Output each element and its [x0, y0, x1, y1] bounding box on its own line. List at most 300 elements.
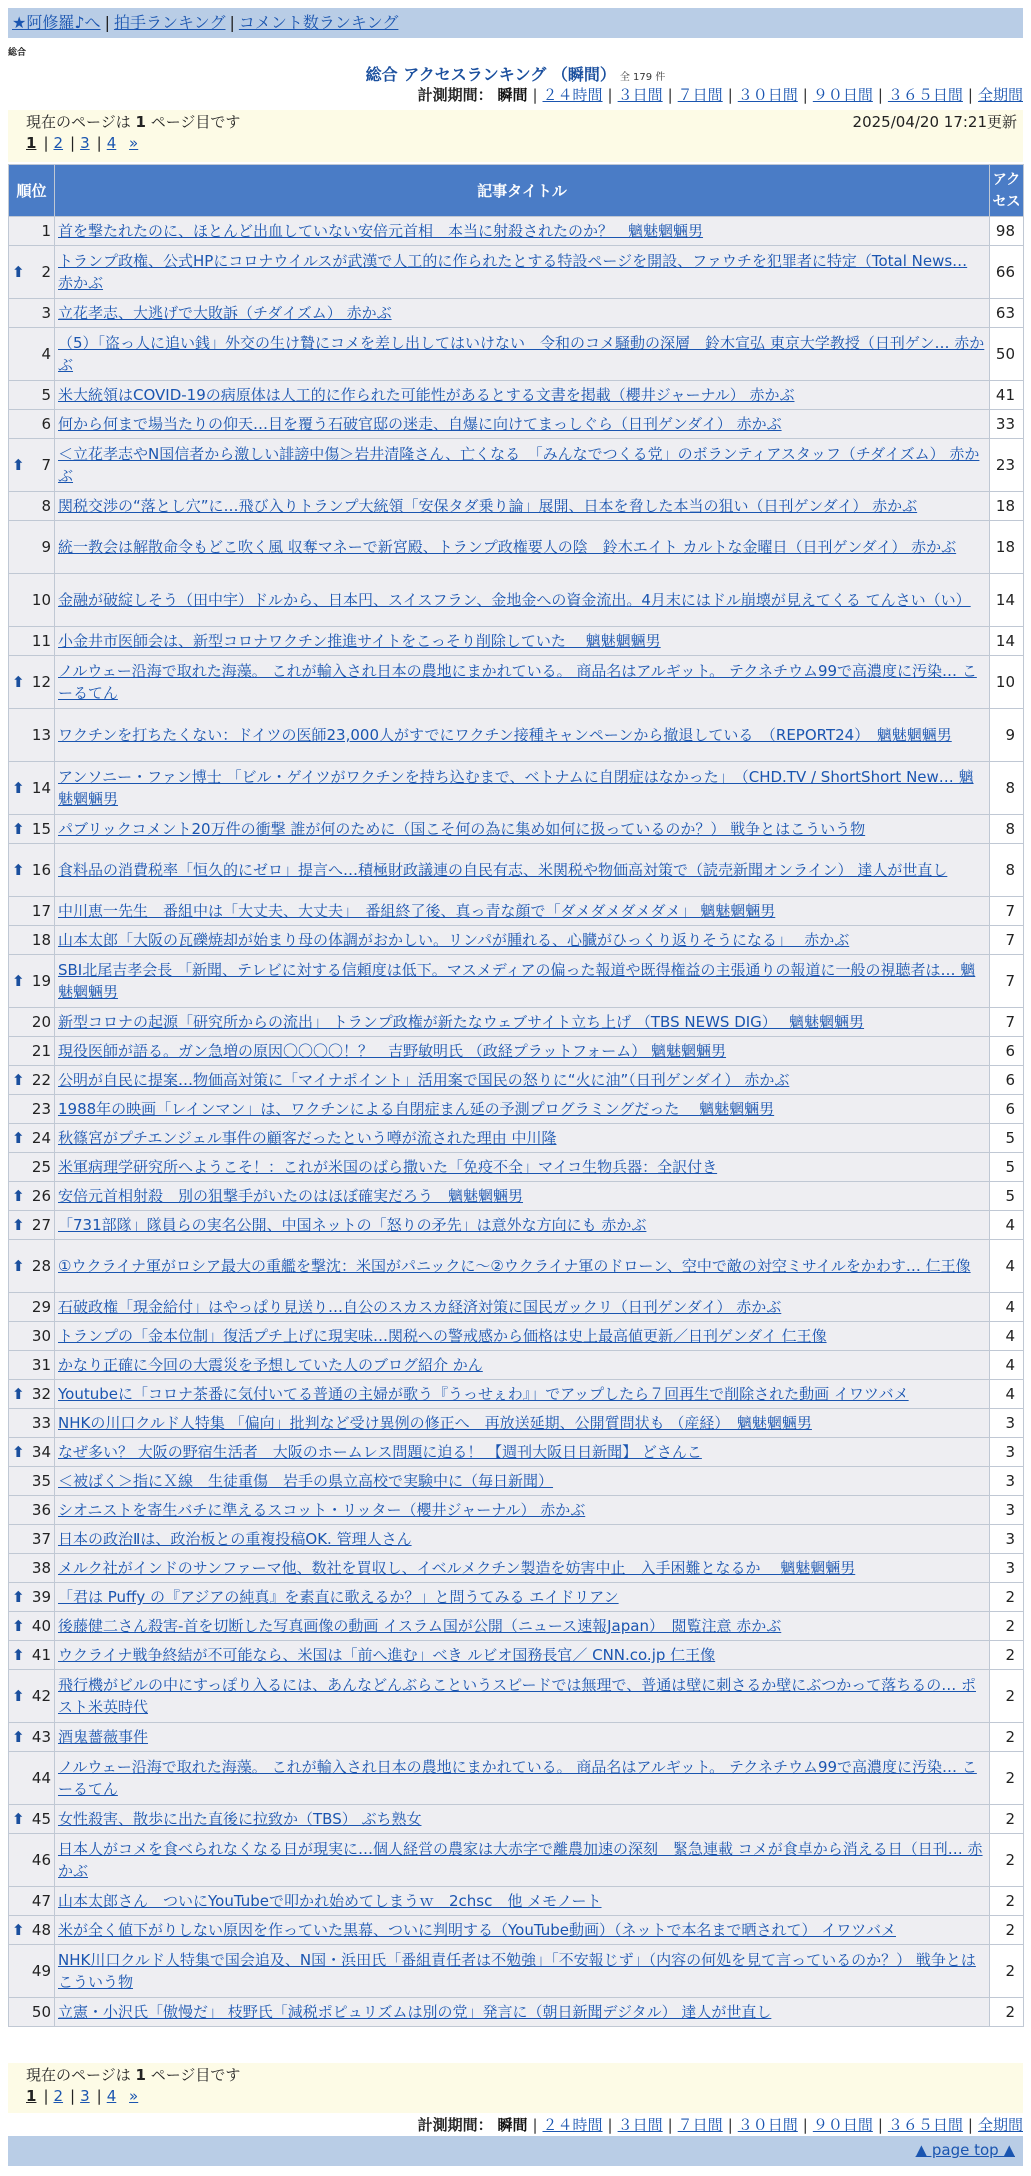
rank-cell — [9, 299, 55, 328]
title-cell — [55, 1293, 990, 1322]
table-row — [9, 955, 1024, 1008]
page-title — [0, 62, 1031, 85]
title-cell — [55, 1998, 990, 2027]
table-row — [9, 521, 1024, 574]
table-row — [9, 1612, 1024, 1641]
page-top-link[interactable]: ▲ page top ▲ — [915, 2141, 1015, 2159]
current-page-text-bottom: 現在のページは 1 ページ目です — [26, 2066, 241, 2084]
access-count: 2 — [990, 1998, 1024, 2027]
rank-number: 15 — [31, 820, 51, 838]
table-row — [9, 246, 1024, 299]
title-cell — [55, 897, 990, 926]
page-link-4[interactable]: 4 — [106, 134, 117, 152]
updated-time: 2025/04/20 17:21更新 — [852, 113, 1017, 131]
title-cell — [55, 1380, 990, 1409]
title-cell — [55, 656, 990, 709]
rank-number: 28 — [31, 1257, 51, 1275]
rank-cell — [9, 1153, 55, 1182]
access-count: 5 — [990, 1182, 1024, 1211]
title-cell — [55, 926, 990, 955]
rank-cell — [9, 1641, 55, 1670]
article-title-link[interactable]: 関税交渉の“落とし穴”に…飛び入りトランプ大統領「安保タダ乗り論」展開、日本を脅した本当の狙い（日刊ゲンダイ） 赤かぶ — [58, 497, 918, 515]
rank-cell — [9, 1240, 55, 1293]
table-row — [9, 1182, 1024, 1211]
article-title-link[interactable]: トランプの「金本位制」復活プチ上げに現実味…関税への警戒感から価格は史上最高値更新／日刊ゲンダイ 仁王像 — [58, 1327, 827, 1345]
article-title-link[interactable]: 現役医師が語る。ガン急増の原因〇〇〇〇！？ 吉野敏明氏 （政経プラットフォーム） 魑魅魍魎男 — [58, 1042, 727, 1060]
access-count: 4 — [990, 1293, 1024, 1322]
article-title-link[interactable]: 秋篠宮がプチエンジェル事件の顧客だったという噂が流された理由 中川隆 — [58, 1129, 557, 1147]
table-row — [9, 1670, 1024, 1723]
period-link-24h-bottom[interactable]: ２４時間 — [542, 2116, 603, 2134]
footer-bar — [8, 2136, 1023, 2166]
article-title-link[interactable]: 首を撃たれたのに、ほとんど出血していない安倍元首相 本当に射殺されたのか？ 魑魅魍魎男 — [58, 222, 704, 240]
article-title-link[interactable]: ＜立花孝志やN国信者から激しい誹謗中傷＞岩井清隆さん、亡くなる 「みんなでつくる党」のボランティアスタッフ（チダイズム） 赤かぶ — [58, 445, 980, 485]
title-cell — [55, 1525, 990, 1554]
access-count: 4 — [990, 1240, 1024, 1293]
table-row — [9, 1723, 1024, 1752]
access-count: 4 — [990, 1322, 1024, 1351]
rank-cell — [9, 1723, 55, 1752]
up-arrow-icon: ⬆ — [12, 1810, 25, 1828]
table-row — [9, 844, 1024, 897]
title-cell — [55, 1945, 990, 1998]
article-title-link[interactable]: 山本太郎「大阪の瓦礫焼却が始まり母の体調がおかしい。リンパが腫れる、心臓がひっくり返りそうになる」 赤かぶ — [58, 931, 850, 949]
access-count: 23 — [990, 439, 1024, 492]
rank-number: 17 — [31, 902, 51, 920]
up-arrow-icon: ⬆ — [12, 1588, 25, 1606]
period-link-24h[interactable]: ２４時間 — [542, 86, 603, 104]
rank-cell — [9, 1182, 55, 1211]
period-label: 計測期間： — [417, 86, 493, 104]
access-count: 2 — [990, 1834, 1024, 1887]
title-cell — [55, 1211, 990, 1240]
table-row — [9, 1380, 1024, 1409]
access-count: 66 — [990, 246, 1024, 299]
rank-cell — [9, 1670, 55, 1723]
rank-cell — [9, 844, 55, 897]
rank-cell — [9, 1380, 55, 1409]
rank-number: 2 — [41, 263, 51, 281]
article-title-link[interactable]: 金融が破綻しそう（田中宇）ドルから、日本円、スイスフラン、金地金への資金流出。4月末にはドル崩壊が見えてくる てんさい（い） — [58, 591, 971, 609]
title-cell — [55, 1583, 990, 1612]
access-count: 2 — [990, 1916, 1024, 1945]
rank-cell — [9, 1293, 55, 1322]
rank-number: 46 — [31, 1851, 51, 1869]
rank-cell — [9, 217, 55, 246]
rank-number: 19 — [31, 972, 51, 990]
access-count: 8 — [990, 815, 1024, 844]
rank-cell — [9, 439, 55, 492]
access-count: 2 — [990, 1752, 1024, 1805]
up-arrow-icon: ⬆ — [12, 820, 25, 838]
rank-number: 24 — [31, 1129, 51, 1147]
rank-cell — [9, 1887, 55, 1916]
article-title-link[interactable]: 統一教会は解散命令もどこ吹く風 収奪マネーで新宮殿、トランプ政権要人の陰 鈴木エイト カルトな金曜日（日刊ゲンダイ） 赤かぶ — [58, 538, 957, 556]
article-title-link[interactable]: 小金井市医師会は、新型コロナワクチン推進サイトをこっそり削除していた 魑魅魍魎男 — [58, 632, 661, 650]
up-arrow-icon: ⬆ — [12, 1129, 25, 1147]
table-row — [9, 1805, 1024, 1834]
table-header-row — [9, 165, 1024, 217]
period-link-7d-bottom[interactable]: ７日間 — [677, 2116, 723, 2134]
table-row — [9, 1240, 1024, 1293]
rank-cell — [9, 410, 55, 439]
access-count: 2 — [990, 1583, 1024, 1612]
rank-cell — [9, 1945, 55, 1998]
article-title-link[interactable]: ノルウェー沿海で取れた海藻。 これが輸入され日本の農地にまかれている。 商品名はアルギット。 テクネチウム99で高濃度に汚染… こーるてん — [58, 1758, 977, 1798]
article-title-link[interactable]: なぜ多い？ 大阪の野宿生活者 大阪のホームレス問題に迫る！ 【週刊大阪日日新聞】 どさんこ — [58, 1443, 702, 1461]
rank-cell — [9, 1752, 55, 1805]
rank-number: 3 — [41, 304, 51, 322]
table-row — [9, 328, 1024, 381]
rank-number: 6 — [41, 415, 51, 433]
up-arrow-icon: ⬆ — [12, 1921, 25, 1939]
period-link-365d[interactable]: ３６５日間 — [887, 86, 963, 104]
period-link-30d-bottom[interactable]: ３０日間 — [737, 2116, 798, 2134]
period-link-3d-bottom[interactable]: ３日間 — [617, 2116, 663, 2134]
article-title-link[interactable]: 新型コロナの起源「研究所からの流出」 トランプ政権が新たなウェブサイト立ち上げ （TBS NEWS DIG） 魑魅魍魎男 — [58, 1013, 865, 1031]
table-row — [9, 1496, 1024, 1525]
header-title: 記事タイトル — [55, 165, 990, 217]
article-title-link[interactable]: SBI北尾吉孝会長 「新聞、テレビに対する信頼度は低下。マスメディアの偏った報道や既得権益の主張通りの報道に一般の視聴者は… 魑魅魍魎男 — [58, 961, 976, 1001]
period-current: 瞬間 — [497, 86, 528, 104]
total-count: 全 179 件 — [619, 72, 666, 83]
article-title-link[interactable]: ＜被ばく＞指にＸ線 生徒重傷 岩手の県立高校で実験中に（毎日新聞） — [58, 1472, 554, 1490]
article-title-link[interactable]: 何から何まで場当たりの仰天…目を覆う石破官邸の迷走、自爆に向けてまっしぐら（日刊ゲンダイ） 赤かぶ — [58, 415, 782, 433]
access-count: 7 — [990, 926, 1024, 955]
rank-number: 7 — [41, 456, 51, 474]
access-count: 4 — [990, 1351, 1024, 1380]
table-row — [9, 815, 1024, 844]
nav-link-asyura[interactable]: ★阿修羅♪へ — [12, 13, 101, 32]
title-cell — [55, 955, 990, 1008]
title-cell — [55, 1240, 990, 1293]
rank-cell — [9, 1834, 55, 1887]
table-row — [9, 1153, 1024, 1182]
up-arrow-icon: ⬆ — [12, 1071, 25, 1089]
article-title-link[interactable]: 立花孝志、大逃げで大敗訴（チダイズム） 赤かぶ — [58, 304, 392, 322]
period-link-3d[interactable]: ３日間 — [617, 86, 663, 104]
rank-number: 38 — [31, 1559, 51, 1577]
title-cell — [55, 1095, 990, 1124]
title-cell — [55, 299, 990, 328]
access-count: 4 — [990, 1211, 1024, 1240]
table-row — [9, 1998, 1024, 2027]
up-arrow-icon: ⬆ — [12, 1728, 25, 1746]
title-cell — [55, 815, 990, 844]
rank-cell — [9, 815, 55, 844]
access-count: 3 — [990, 1554, 1024, 1583]
rank-cell — [9, 627, 55, 656]
access-count: 6 — [990, 1095, 1024, 1124]
rank-cell — [9, 492, 55, 521]
title-cell — [55, 439, 990, 492]
up-arrow-icon: ⬆ — [12, 1257, 25, 1275]
article-title-link[interactable]: 日本人がコメを食べられなくなる日が現実に…個人経営の農家は大赤字で離農加速の深刻 緊急連載 コメが食卓から消える日（日刊… 赤かぶ — [58, 1840, 983, 1880]
nav-link-applause-ranking[interactable]: 拍手ランキング — [113, 13, 226, 32]
title-cell — [55, 574, 990, 627]
rank-number: 30 — [31, 1327, 51, 1345]
table-row — [9, 1124, 1024, 1153]
article-title-link[interactable]: ①ウクライナ軍がロシア最大の重艦を撃沈：米国がパニックに〜②ウクライナ軍のドローン、空中で敵の対空ミサイルをかわす… 仁王像 — [58, 1257, 971, 1275]
period-link-90d[interactable]: ９０日間 — [812, 86, 873, 104]
table-row — [9, 1322, 1024, 1351]
title-cell — [55, 1554, 990, 1583]
up-arrow-icon: ⬆ — [12, 779, 25, 797]
access-count: 2 — [990, 1945, 1024, 1998]
table-row — [9, 1409, 1024, 1438]
rank-cell — [9, 1211, 55, 1240]
table-row — [9, 926, 1024, 955]
article-title-link[interactable]: 飛行機がビルの中にすっぽり入るには、あんなどんぶらこというスピードでは無理で、普通は壁に刺さるか壁にぶつかって落ちるの… ポスト米英時代 — [58, 1676, 976, 1716]
table-row — [9, 1095, 1024, 1124]
access-count: 2 — [990, 1670, 1024, 1723]
title-cell — [55, 410, 990, 439]
rank-cell — [9, 1066, 55, 1095]
table-row — [9, 574, 1024, 627]
access-count: 3 — [990, 1525, 1024, 1554]
pagination-bottom: 1 | 2 | 3 | 4 » — [26, 2087, 139, 2105]
title-cell — [55, 762, 990, 815]
title-cell — [55, 328, 990, 381]
article-title-link[interactable]: 石破政権「現金給付」はやっぱり見送り…自公のスカスカ経済対策に国民ガックリ（日刊ゲンダイ） 赤かぶ — [58, 1298, 782, 1316]
article-title-link[interactable]: NHKの川口クルド人特集 「偏向」批判など受け異例の修正へ 再放送延期、公開質問状も （産経） 魑魅魍魎男 — [58, 1414, 812, 1432]
article-title-link[interactable]: ノルウェー沿海で取れた海藻。 これが輸入され日本の農地にまかれている。 商品名はアルギット。 テクネチウム99で高濃度に汚染… こーるてん — [58, 662, 977, 702]
page-link-3[interactable]: 3 — [80, 134, 90, 152]
article-title-link[interactable]: シオニストを寄生バチに準えるスコット・リッター（櫻井ジャーナル） 赤かぶ — [58, 1501, 586, 1519]
rank-number: 44 — [31, 1769, 51, 1787]
access-count: 41 — [990, 381, 1024, 410]
title-cell — [55, 1723, 990, 1752]
page-current-bottom: 1 — [26, 2087, 37, 2105]
rank-cell — [9, 762, 55, 815]
access-count: 3 — [990, 1438, 1024, 1467]
rank-number: 1 — [41, 222, 51, 240]
ranking-table — [8, 164, 1024, 2027]
rank-cell — [9, 574, 55, 627]
rank-number: 25 — [31, 1158, 51, 1176]
title-cell — [55, 1037, 990, 1066]
article-title-link[interactable]: ワクチンを打ちたくない：ドイツの医師23,000人がすでにワクチン接種キャンペーンから撤退している （REPORT24） 魑魅魍魎男 — [58, 726, 952, 744]
rank-cell — [9, 1525, 55, 1554]
rank-cell — [9, 1095, 55, 1124]
table-row — [9, 897, 1024, 926]
article-title-link[interactable]: ウクライナ戦争終結が不可能なら、米国は「前へ進む」べき ルビオ国務長官／ CNN.co.jp 仁王像 — [58, 1646, 716, 1664]
article-title-link[interactable]: トランプ政権、公式HPにコロナウイルスが武漢で人工的に作られたとする特設ページを開設、ファウチを犯罪者に特定（Total News… 赤かぶ — [58, 252, 968, 292]
title-cell — [55, 1438, 990, 1467]
access-count: 2 — [990, 1723, 1024, 1752]
article-title-link[interactable]: 酒鬼薔薇事件 — [58, 1728, 149, 1746]
access-count: 9 — [990, 709, 1024, 762]
rank-number: 45 — [31, 1810, 51, 1828]
up-arrow-icon: ⬆ — [12, 1687, 25, 1705]
article-title-link[interactable]: かなり正確に今回の大震災を予想していた人のブログ紹介 かん — [58, 1356, 483, 1374]
header-count: アクセス — [990, 165, 1024, 217]
access-count: 98 — [990, 217, 1024, 246]
article-title-link[interactable]: 米大統領はCOVID-19の病原体は人工的に作られた可能性があるとする文書を掲載（櫻井ジャーナル） 赤かぶ — [58, 386, 795, 404]
period-link-90d-bottom[interactable]: ９０日間 — [812, 2116, 873, 2134]
rank-cell — [9, 1037, 55, 1066]
rank-number: 31 — [31, 1356, 51, 1374]
table-row — [9, 1293, 1024, 1322]
title-cell — [55, 1805, 990, 1834]
title-cell — [55, 1153, 990, 1182]
rank-cell — [9, 1612, 55, 1641]
rank-number: 18 — [31, 931, 51, 949]
article-title-link[interactable]: アンソニー・ファン博士 「ビル・ゲイツがワクチンを持ち込むまで、ベトナムに自閉症はなかった」 （CHD.TV / ShortShort New… 魑魅魍魎男 — [58, 768, 974, 808]
title-cell — [55, 521, 990, 574]
rank-number: 4 — [41, 345, 51, 363]
title-cell — [55, 1351, 990, 1380]
article-title-link[interactable]: メルク社がインドのサンファーマ他、数社を買収し、イベルメクチン製造を妨害中止 入手困難となるか 魑魅魍魎男 — [58, 1559, 856, 1577]
access-count: 2 — [990, 1641, 1024, 1670]
article-title-link[interactable]: 米軍病理学研究所へようこそ！：これが米国のばら撒いた「免疫不全」マイコ生物兵器：全訳付き — [58, 1158, 718, 1176]
access-count: 6 — [990, 1037, 1024, 1066]
table-row — [9, 1916, 1024, 1945]
title-cell — [55, 1124, 990, 1153]
rank-cell — [9, 1322, 55, 1351]
access-count: 14 — [990, 627, 1024, 656]
up-arrow-icon: ⬆ — [12, 1187, 25, 1205]
table-row — [9, 381, 1024, 410]
up-arrow-icon: ⬆ — [12, 1216, 25, 1234]
access-count: 3 — [990, 1409, 1024, 1438]
rank-number: 36 — [31, 1501, 51, 1519]
article-title-link[interactable]: 立憲・小沢氏「傲慢だ」 枝野氏「減税ポピュリズムは別の党」発言に（朝日新聞デジタル） 達人が世直し — [58, 2003, 772, 2021]
table-row — [9, 762, 1024, 815]
rank-number: 40 — [31, 1617, 51, 1635]
rank-cell — [9, 1409, 55, 1438]
table-row — [9, 439, 1024, 492]
nav-link-comment-ranking[interactable]: コメント数ランキング — [238, 13, 399, 32]
article-title-link[interactable]: 山本太郎さん ついにYouTubeで叩かれ始めてしまうｗ 2chsc 他 メモノート — [58, 1892, 602, 1910]
access-count: 3 — [990, 1467, 1024, 1496]
title-cell — [55, 709, 990, 762]
page-link-4-bottom[interactable]: 4 — [106, 2087, 117, 2105]
article-title-link[interactable]: 日本の政治Ⅱは、政治板との重複投稿OK. 管理人さん — [58, 1530, 412, 1548]
table-row — [9, 410, 1024, 439]
access-count: 33 — [990, 410, 1024, 439]
access-count: 7 — [990, 1008, 1024, 1037]
rank-number: 16 — [31, 861, 51, 879]
article-title-link[interactable]: 中川恵一先生 番組中は「大丈夫、大丈夫」 番組終了後、真っ青な顔で「ダメダメダメダメ」 魑魅魍魎男 — [58, 902, 776, 920]
title-cell — [55, 1916, 990, 1945]
up-arrow-icon: ⬆ — [12, 1443, 25, 1461]
rank-number: 26 — [31, 1187, 51, 1205]
ranking-title: 総合 アクセスランキング （瞬間） — [365, 65, 616, 84]
rank-cell — [9, 521, 55, 574]
rank-number: 10 — [31, 591, 51, 609]
access-count: 6 — [990, 1066, 1024, 1095]
title-cell — [55, 1612, 990, 1641]
page-current: 1 — [26, 134, 37, 152]
article-title-link[interactable]: 食料品の消費税率「恒久的にゼロ」提言へ…積極財政議連の自民有志、米関税や物価高対策で（読売新聞オンライン） 達人が世直し — [58, 861, 948, 879]
article-title-link[interactable]: 後藤健二さん殺害-首を切断した写真画像の動画 イスラム国が公開（ニュース速報Japan） 閲覧注意 赤かぶ — [58, 1617, 782, 1635]
period-link-all[interactable]: 全期間 — [977, 86, 1023, 104]
page-next-link[interactable]: » — [129, 134, 139, 152]
rank-number: 37 — [31, 1530, 51, 1548]
top-nav-bar: ★阿修羅♪へ | 拍手ランキング | コメント数ランキング — [8, 8, 1023, 38]
table-row — [9, 492, 1024, 521]
article-title-link[interactable]: 1988年の映画「レインマン」は、ワクチンによる自閉症まん延の予測プログラミングだった 魑魅魍魎男 — [58, 1100, 775, 1118]
title-cell — [55, 381, 990, 410]
page-link-2-bottom[interactable]: 2 — [53, 2087, 64, 2105]
access-count: 3 — [990, 1496, 1024, 1525]
access-count: 4 — [990, 1380, 1024, 1409]
up-arrow-icon: ⬆ — [12, 1646, 25, 1664]
rank-cell — [9, 1916, 55, 1945]
period-link-7d[interactable]: ７日間 — [677, 86, 723, 104]
access-count: 2 — [990, 1612, 1024, 1641]
page-link-2[interactable]: 2 — [53, 134, 64, 152]
article-title-link[interactable]: パブリックコメント20万件の衝撃 誰が何のために（国こそ何の為に集め如何に扱っているのか？） 戦争とはこういう物 — [58, 820, 866, 838]
access-count: 18 — [990, 521, 1024, 574]
rank-number: 41 — [31, 1646, 51, 1664]
article-title-link[interactable]: 公明が自民に提案…物価高対策に「マイナポイント」活用案で国民の怒りに“火に油”（日刊ゲンダイ） 赤かぶ — [58, 1071, 790, 1089]
article-title-link[interactable]: 「君は Puffy の『アジアの純真』を素直に歌えるか？」と問うてみる エイドリアン — [58, 1588, 619, 1606]
article-title-link[interactable]: Youtubeに「コロナ茶番に気付いてる普通の主婦が歌う『うっせぇわ』」でアップしたら７回再生で削除された動画 イワツバメ — [58, 1385, 909, 1403]
rank-number: 14 — [31, 779, 51, 797]
rank-cell — [9, 1998, 55, 2027]
current-page-text: 現在のページは 1 ページ目です — [26, 113, 241, 131]
table-row — [9, 627, 1024, 656]
pager-bottom — [8, 2063, 1023, 2113]
period-selector-bottom: 計測期間： 瞬間 | ２４時間 | ３日間 | ７日間 | ３０日間 | ９０日間 | ３６５日間 | 全期間 — [417, 2116, 1023, 2134]
rank-number: 13 — [31, 726, 51, 744]
title-cell — [55, 844, 990, 897]
rank-number: 8 — [41, 497, 51, 515]
period-link-all-bottom[interactable]: 全期間 — [977, 2116, 1023, 2134]
title-cell — [55, 1008, 990, 1037]
article-title-link[interactable]: （5）「盗っ人に追い銭」外交の生け贄にコメを差し出してはいけない 令和のコメ騒動の深層 鈴木宣弘 東京大学教授（日刊ゲン… 赤かぶ — [58, 334, 985, 374]
up-arrow-icon: ⬆ — [12, 1385, 25, 1403]
table-row — [9, 1037, 1024, 1066]
page-next-link-bottom[interactable]: » — [129, 2087, 139, 2105]
rank-number: 27 — [31, 1216, 51, 1234]
table-row — [9, 1008, 1024, 1037]
rank-number: 42 — [31, 1687, 51, 1705]
title-cell — [55, 246, 990, 299]
article-title-link[interactable]: 「731部隊」隊員らの実名公開、中国ネットの「怒りの矛先」は意外な方向にも 赤かぶ — [58, 1216, 647, 1234]
rank-number: 12 — [31, 673, 51, 691]
access-count: 7 — [990, 955, 1024, 1008]
article-title-link[interactable]: 女性殺害、散歩に出た直後に拉致か（TBS） ぶち熟女 — [58, 1810, 422, 1828]
rank-number: 39 — [31, 1588, 51, 1606]
article-title-link[interactable]: 米が全く値下がりしない原因を作っていた黒幕、ついに判明する（YouTube動画）（ネットで本名まで晒されて） イワツバメ — [58, 1921, 896, 1939]
table-row — [9, 1641, 1024, 1670]
header-rank: 順位 — [9, 165, 55, 217]
table-row — [9, 1554, 1024, 1583]
rank-number: 33 — [31, 1414, 51, 1432]
rank-number: 23 — [31, 1100, 51, 1118]
rank-number: 5 — [41, 386, 51, 404]
table-row — [9, 709, 1024, 762]
page-link-3-bottom[interactable]: 3 — [80, 2087, 90, 2105]
access-count: 63 — [990, 299, 1024, 328]
rank-cell — [9, 1554, 55, 1583]
article-title-link[interactable]: NHK川口クルド人特集で国会追及、N国・浜田氏「番組責任者は不勉強」「不安報じず」（内容の何処を見て言っているのか？） 戦争とはこういう物 — [58, 1951, 976, 1991]
access-count: 2 — [990, 1887, 1024, 1916]
rank-cell — [9, 381, 55, 410]
title-cell — [55, 627, 990, 656]
article-title-link[interactable]: 安倍元首相射殺 別の狙撃手がいたのはほぼ確実だろう 魑魅魍魎男 — [58, 1187, 524, 1205]
rank-number: 22 — [31, 1071, 51, 1089]
title-cell — [55, 1887, 990, 1916]
period-link-30d[interactable]: ３０日間 — [737, 86, 798, 104]
title-cell — [55, 1409, 990, 1438]
table-row — [9, 1945, 1024, 1998]
period-link-365d-bottom[interactable]: ３６５日間 — [887, 2116, 963, 2134]
rank-cell — [9, 955, 55, 1008]
